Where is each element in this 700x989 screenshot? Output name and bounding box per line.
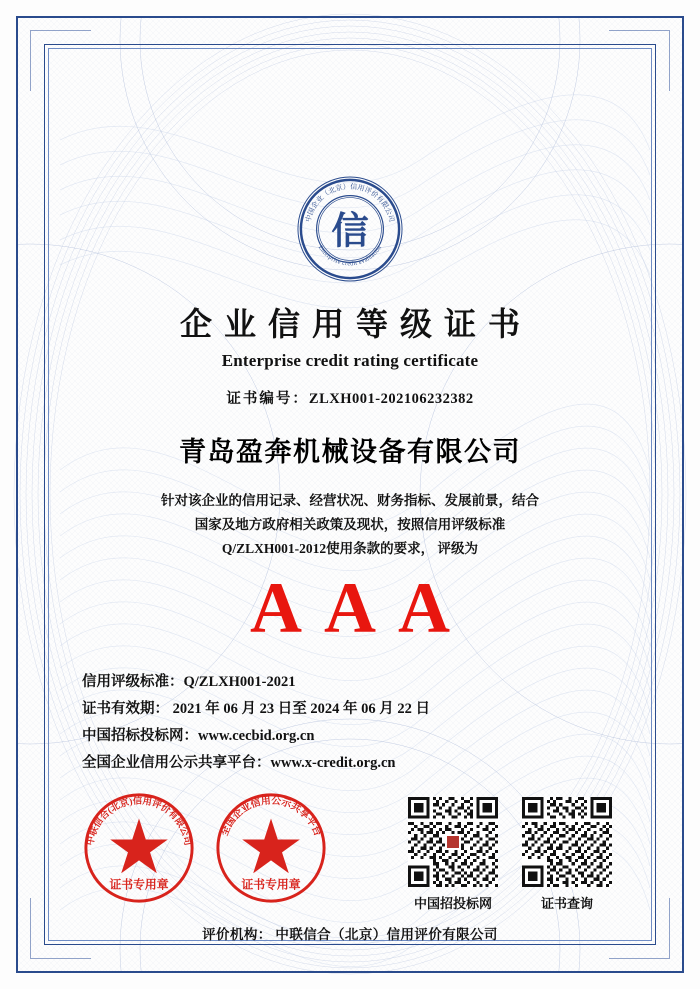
certificate-number (60, 387, 640, 408)
qr-cecbid[interactable] (408, 797, 498, 887)
seal-platform (212, 789, 330, 907)
detail-validity-period: 证书有效期： 2021 年 06 月 23 日至 2024 年 06 月 22 日 (82, 700, 430, 717)
svg-text:全国企业信用公示共享平台: 全国企业信用公示共享平台 (219, 795, 323, 838)
company-name: 青岛盈奔机械设备有限公司 (179, 437, 521, 467)
page-title-cn: 企业信用等级证书 (179, 306, 532, 342)
svg-text:证书专用章: 证书专用章 (109, 876, 169, 891)
details-block (60, 669, 640, 777)
emblem-container (60, 175, 640, 283)
certificate-number-value: ZLXH001-202106232382 (308, 391, 474, 407)
detail-credit-platform: 全国企业信用公示共享平台：www.x-credit.org.cn (82, 754, 396, 771)
qr-verify[interactable] (522, 797, 612, 887)
statement-line-3: Q/ZLXH001-2012使用条款的要求， 评级为 (221, 541, 479, 556)
page-title-en: Enterprise credit rating certificate (221, 351, 479, 370)
svg-text:证书专用章: 证书专用章 (241, 876, 301, 891)
svg-text:中国企业（北京）信用评价有限公司: 中国企业（北京）信用评价有限公司 (304, 182, 396, 223)
statement-line-1: 针对该企业的信用记录、经营状况、财务指标、发展前景，结合 (161, 493, 539, 508)
rating-grade: AAA (250, 568, 472, 648)
detail-bidding-site: 中国招标投标网：www.cecbid.org.cn (82, 727, 315, 744)
svg-text:Enterprise credit evaluation: Enterprise credit evaluation (316, 244, 384, 268)
svg-text:中联信合(北京)信用评价有限公司: 中联信合(北京)信用评价有限公司 (85, 796, 193, 847)
statement-line-2: 国家及地方政府相关政策及现状，按照信用评级标准 (194, 517, 506, 532)
issuing-organization: 评价机构： 中联信合（北京）信用评价有限公司 (202, 926, 498, 942)
seal-issuer (80, 789, 198, 907)
qr-verify-caption: 证书查询 (540, 895, 593, 911)
credit-emblem-icon (296, 175, 404, 283)
svg-text:信: 信 (331, 211, 369, 253)
detail-rating-standard: 信用评级标准：Q/ZLXH001-2021 (82, 673, 296, 690)
statement-block (60, 489, 640, 561)
certificate-number-label: 证书编号： (226, 391, 309, 407)
certificate-content (60, 60, 640, 942)
qr-cecbid-caption: 中国招投标网 (413, 895, 492, 911)
seals-and-qr-row (60, 789, 640, 919)
